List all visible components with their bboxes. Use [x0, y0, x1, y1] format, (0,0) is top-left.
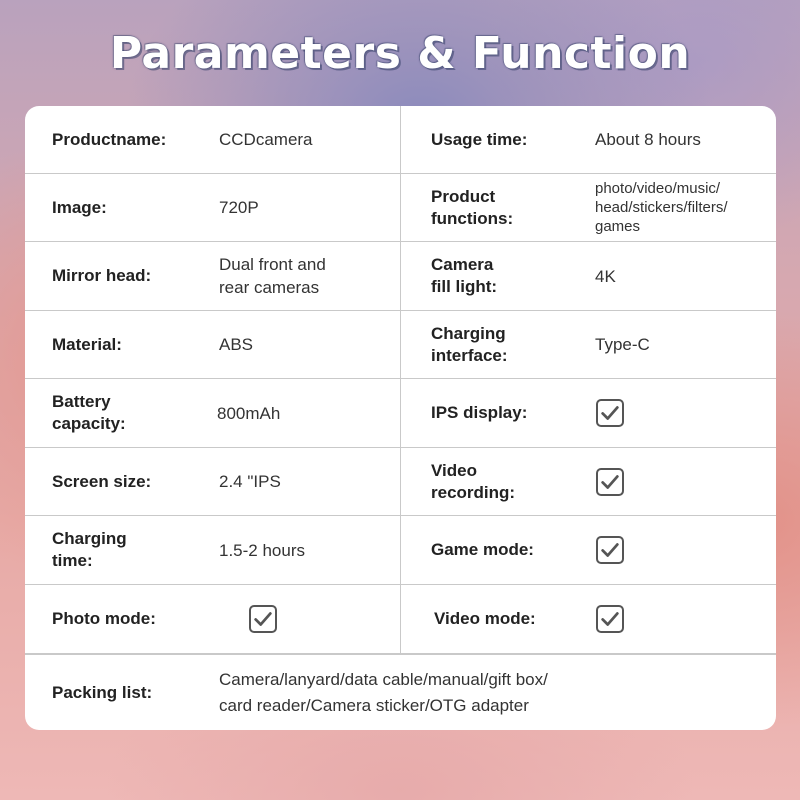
row-label: Video recording: — [431, 460, 516, 502]
checkbox-checked-icon — [596, 536, 624, 564]
row-value: 1.5-2 hours — [219, 540, 305, 560]
packing-label: Packing list: — [52, 682, 153, 702]
row-label: Photo mode: — [52, 609, 156, 628]
row-value: ABS — [219, 335, 254, 354]
table-row — [25, 516, 776, 585]
row-value: Dual front and rear cameras — [219, 255, 326, 297]
row-label: Mirror head: — [52, 266, 152, 285]
row-value: CCDcamera — [219, 130, 313, 149]
row-value: 720P — [219, 198, 259, 217]
checkbox-cell — [596, 585, 636, 653]
row-value: 2.4 "IPS — [219, 472, 281, 491]
table-row — [25, 379, 776, 448]
row-label: Video mode: — [434, 609, 536, 628]
row-label: Product functions: — [431, 186, 514, 228]
checkbox-cell — [596, 448, 636, 515]
checkbox-checked-icon — [596, 399, 624, 427]
row-value: photo/video/music/ head/stickers/filters/ games — [595, 180, 728, 235]
row-label: Productname: — [52, 129, 167, 149]
row-label: Charging time: — [52, 529, 127, 570]
row-label: IPS display: — [431, 403, 528, 422]
row-value: 800mAh — [217, 403, 281, 423]
checkbox-cell — [596, 379, 636, 447]
checkbox-checked-icon — [596, 468, 624, 496]
checkbox-checked-icon — [249, 605, 277, 633]
row-label: Image: — [52, 197, 107, 217]
packing-row — [25, 654, 776, 730]
row-label: Usage time: — [431, 129, 528, 149]
row-label: Screen size: — [52, 471, 152, 491]
row-label: Game mode: — [431, 540, 534, 559]
checkbox-cell — [596, 516, 636, 584]
row-value: 4K — [595, 266, 616, 286]
row-label: Camera fill light: — [431, 255, 498, 296]
checkbox-cell — [249, 585, 289, 653]
table-row — [25, 174, 776, 242]
row-label: Battery capacity: — [52, 392, 126, 433]
row-value: About 8 hours — [595, 130, 701, 149]
parameters-table — [25, 106, 776, 730]
packing-value: Camera/lanyard/data cable/manual/gift box/ card reader/Camera sticker/OTG adapter — [219, 669, 548, 715]
row-label: Charging interface: — [431, 323, 508, 365]
table-row — [25, 311, 776, 379]
row-value: Type-C — [595, 335, 650, 354]
table-row — [25, 585, 776, 654]
checkbox-checked-icon — [596, 605, 624, 633]
table-row — [25, 448, 776, 516]
table-row — [25, 106, 776, 174]
row-label: Material: — [52, 334, 122, 354]
page-title: Parameters & Function — [109, 28, 691, 79]
table-row — [25, 242, 776, 311]
